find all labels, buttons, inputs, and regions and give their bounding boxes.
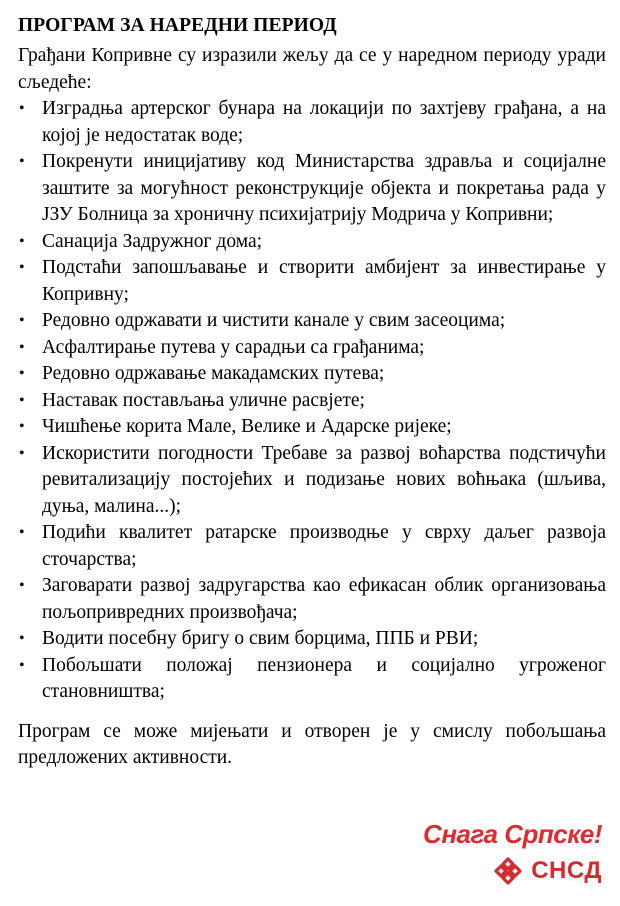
list-item-text: Водити посебну бригу о свим борцима, ППБ и РВИ; — [42, 628, 479, 649]
list-item — [18, 414, 606, 441]
list-item — [18, 573, 606, 626]
list-item-text: Редовно одржавање макадамских путева; — [42, 363, 385, 384]
list-item-text: Асфалтирање путева у сарадњи са грађанима; — [42, 336, 425, 358]
intro-paragraph: Грађани Копривне су изразили жељу да се у наредном периоду уради сљедеће: — [18, 45, 606, 93]
list-item-text: Побољшати положај пензионера и социјално угроженог становништва; — [42, 654, 606, 702]
bullet-icon: • — [19, 100, 25, 117]
list-item — [18, 361, 606, 388]
bullet-icon: • — [19, 630, 25, 647]
list-item — [18, 626, 606, 653]
list-item-text: Заговарати развој задругарства као ефикасан облик организовања пољопривредних произвођача; — [42, 575, 606, 623]
bullet-icon: • — [19, 259, 25, 276]
list-item — [18, 149, 606, 229]
party-name: СНСД — [531, 857, 602, 884]
bullet-icon: • — [19, 577, 25, 594]
list-item-text: Чишћење корита Мале, Велике и Адарске ријеке; — [42, 416, 452, 437]
list-item-text: Изградња артерског бунара на локацији по захтјеву грађана, а на којој је недостатак воде; — [42, 98, 606, 146]
party-slogan: Снага Српске! — [423, 819, 602, 849]
bullet-icon: • — [19, 232, 25, 250]
list-item — [18, 388, 606, 415]
list-item-text: Наставак постављања уличне расвјете; — [42, 389, 365, 411]
list-item — [18, 96, 606, 149]
snsd-logo-icon — [493, 856, 523, 886]
bullet-icon: • — [19, 524, 25, 541]
list-item — [18, 335, 606, 362]
list-item — [18, 308, 606, 335]
party-branding — [362, 818, 602, 886]
list-item — [18, 520, 606, 573]
list-item — [18, 441, 606, 521]
bullet-icon: • — [19, 391, 25, 409]
bullet-icon: • — [19, 418, 25, 435]
bullet-icon: • — [19, 153, 25, 170]
party-logo-row — [362, 856, 602, 886]
bullet-icon: • — [19, 444, 25, 462]
bullet-icon: • — [19, 338, 25, 356]
document-title: ПРОГРАМ ЗА НАРЕДНИ ПЕРИОД — [18, 15, 337, 36]
list-item-text: Покренути иницијативу код Министарства здравља и социјалне заштите за могућност реконструкције објекта и покретања рада у ЈЗУ Болница за хроничну психијатрију Модрича у Копривни; — [42, 151, 606, 225]
program-list — [18, 96, 606, 706]
list-item-text: Подићи квалитет ратарске производње у сврху даљег развоја сточарства; — [42, 522, 606, 570]
bullet-icon: • — [19, 312, 25, 329]
list-item-text: Искористити погодности Требаве за развој воћарства подстичући ревитализацију постојећих и подизање нових воћњака (шљива, дуња, малина...); — [42, 442, 606, 517]
program-document — [18, 14, 606, 772]
list-item — [18, 653, 606, 706]
list-item-text: Подстаћи запошљавање и створити амбијент за инвестирање у Копривну; — [42, 257, 606, 305]
list-item-text: Редовно одржавати и чистити канале у свим засеоцима; — [42, 310, 506, 331]
closing-paragraph: Програм се може мијењати и отворен је у смислу побољшања предложених активности. — [18, 720, 606, 768]
list-item — [18, 255, 606, 308]
bullet-icon: • — [19, 365, 25, 382]
list-item-text: Санација Задружног дома; — [42, 230, 263, 252]
bullet-icon: • — [19, 656, 25, 674]
list-item — [18, 229, 606, 256]
